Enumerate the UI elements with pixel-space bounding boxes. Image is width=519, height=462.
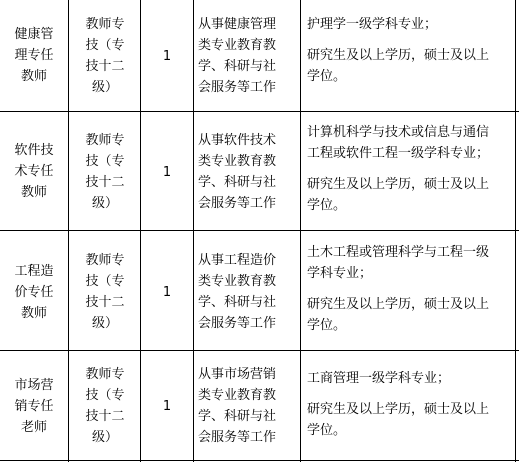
duties-cell: 从事健康管理 类专业教育教 学、科研与社 会服务等工作 bbox=[198, 17, 277, 95]
requirements-cell: 土木工程或管理科学与工程一级 学科专业； 研究生及以上学历，硕士及以上 学位。 bbox=[307, 245, 490, 333]
duties-cell: 从事工程造价 类专业教育教 学、科研与社 会服务等工作 bbox=[198, 253, 277, 331]
duties-cell: 从事软件技术 类专业教育教 学、科研与社 会服务等工作 bbox=[198, 133, 277, 211]
row-divider bbox=[0, 111, 519, 112]
requirements-cell: 工商管理一级学科专业； 研究生及以上学历，硕士及以上 学位。 bbox=[307, 371, 490, 438]
position-name-cell: 软件技 术专任 教师 bbox=[14, 143, 54, 200]
column-divider bbox=[193, 0, 194, 462]
duties-cell: 从事市场营销 类专业教育教 学、科研与社 会服务等工作 bbox=[198, 367, 277, 445]
headcount-cell: 1 bbox=[162, 285, 172, 300]
column-divider bbox=[68, 0, 69, 462]
position-name-cell: 健康管 理专任 教师 bbox=[14, 27, 54, 84]
headcount-cell: 1 bbox=[162, 49, 172, 64]
position-name-cell: 工程造 价专任 教师 bbox=[14, 264, 54, 321]
column-divider bbox=[515, 0, 516, 462]
position-name-cell: 市场营 销专任 老师 bbox=[14, 378, 54, 435]
row-divider bbox=[0, 460, 519, 461]
headcount-cell: 1 bbox=[162, 399, 172, 414]
position-level-cell: 教师专 技（专 技十二 级） bbox=[85, 17, 125, 95]
headcount-cell: 1 bbox=[162, 165, 172, 180]
position-level-cell: 教师专 技（专 技十二 级） bbox=[85, 367, 125, 445]
column-divider bbox=[300, 0, 301, 462]
column-divider bbox=[140, 0, 141, 462]
position-level-cell: 教师专 技（专 技十二 级） bbox=[85, 253, 125, 331]
position-level-cell: 教师专 技（专 技十二 级） bbox=[85, 133, 125, 211]
row-divider bbox=[0, 230, 519, 231]
row-divider bbox=[0, 350, 519, 351]
requirements-cell: 计算机科学与技术或信息与通信 工程或软件工程一级学科专业； 研究生及以上学历，硕士及以上 学位。 bbox=[307, 125, 490, 213]
requirements-cell: 护理学一级学科专业； 研究生及以上学历，硕士及以上 学位。 bbox=[307, 17, 490, 84]
